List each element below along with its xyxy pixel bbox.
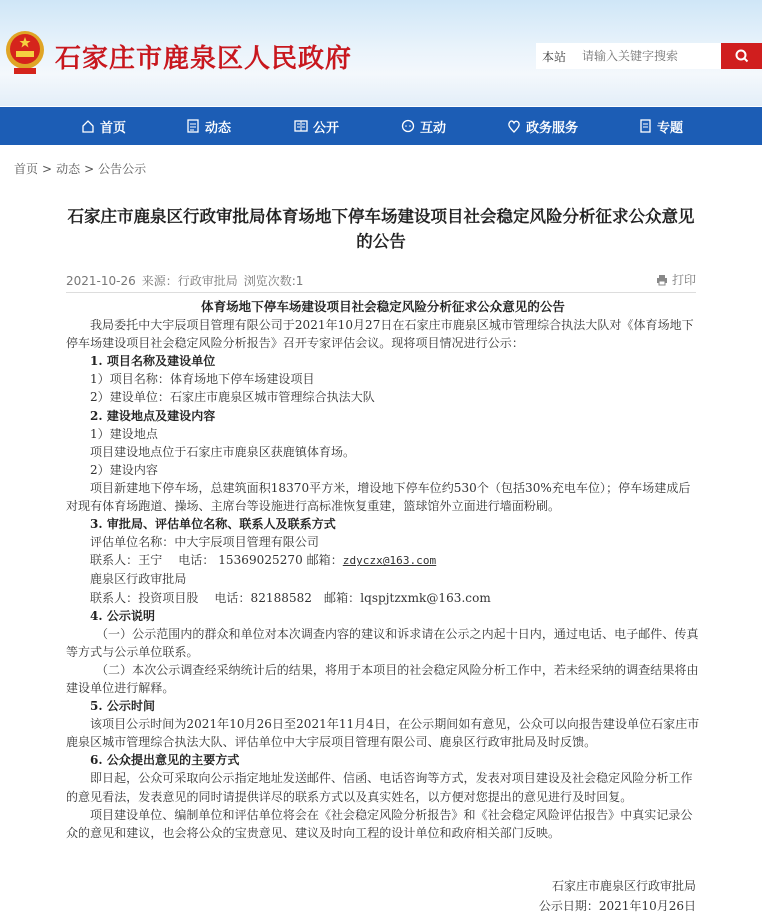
article-heading: 体育场地下停车场建设项目社会稳定风险分析征求公众意见的公告 xyxy=(201,299,565,314)
nav-item-news[interactable] xyxy=(186,107,231,145)
search-bar xyxy=(536,43,762,69)
paragraph: 项目建设地点位于石家庄市鹿泉区获鹿镇体育场。 xyxy=(90,444,356,459)
paragraph xyxy=(66,551,700,570)
document-icon xyxy=(186,119,200,133)
paragraph: 项目新建地下停车场，总建筑面积18370平方米，增设地下停车位约530个（包括30%充电车位）；停车场建成后对现有体育场跑道、操场、主席台等设施进行高标准恢复重建，篮球馆外立面进行墙面粉刷。 xyxy=(66,480,691,514)
source: 来源：行政审批局 xyxy=(141,274,238,288)
section-heading: 2. 建设地点及建设内容 xyxy=(90,408,216,423)
article-body xyxy=(66,298,700,842)
section-heading: 5. 公示时间 xyxy=(90,699,156,714)
print-button[interactable] xyxy=(656,271,696,288)
file-icon xyxy=(638,119,652,133)
paragraph: 评估单位名称：中大宇辰项目管理有限公司 xyxy=(90,535,319,550)
site-header xyxy=(0,0,762,106)
home-icon xyxy=(81,119,95,133)
book-icon xyxy=(294,119,308,133)
signature-block xyxy=(539,876,696,916)
paragraph: 该项目公示时间为2021年10月26日至2021年11月4日，在公示期间如有意见，公众可以向报告建设单位石家庄市鹿泉区城市管理综合执法大队、评估单位中大宇辰项目管理有限公司、鹿泉区行政审批局及时反馈。 xyxy=(66,717,700,750)
nav-item-services[interactable] xyxy=(507,107,578,145)
breadcrumb-home[interactable]: 首页 xyxy=(14,162,39,176)
section-heading: 6. 公众提出意见的主要方式 xyxy=(90,753,240,768)
section-heading: 1. 项目名称及建设单位 xyxy=(90,354,216,369)
print-label: 打印 xyxy=(671,273,696,287)
nav-item-interact[interactable] xyxy=(401,107,446,145)
nav-item-public[interactable] xyxy=(294,107,339,145)
paragraph: 项目建设单位、编制单位和评估单位将会在《社会稳定风险分析报告》和《社会稳定风险评估报告》中真实记录公众的意见和建议，也会将公众的宝贵意见、建议及时向工程的设计单位和政府相关部门反映。 xyxy=(66,807,693,840)
paragraph: 即日起，公众可采取向公示指定地址发送邮件、信函、电话咨询等方式，发表对项目建设及社会稳定风险分析工作的意见看法，发表意见的同时请提供详尽的联系方式以及真实姓名，以方便对您提出的意见进行及时回复。 xyxy=(66,771,693,804)
sign-date: 公示日期：2021年10月26日 xyxy=(538,899,696,913)
search-scope[interactable]: 本站 xyxy=(542,49,567,64)
contact-line: 联系人：王宁 电话： 15369025270 邮箱： xyxy=(90,553,343,568)
breadcrumb xyxy=(14,160,150,177)
paragraph: 2）建设单位：石家庄市鹿泉区城市管理综合执法大队 xyxy=(90,390,375,405)
nav-label: 公开 xyxy=(313,120,340,136)
nav-label: 互动 xyxy=(420,120,447,136)
paragraph: 我局委托中大宇辰项目管理有限公司于2021年10月27日在石家庄市鹿泉区城市管理综合执法大队对《体育场地下停车场建设项目社会稳定风险分析报告》召开专家评估会议。现将项目情况进行公示： xyxy=(66,318,694,351)
paragraph: （二）本次公示调查经采纳统计后的结果，将用于本项目的社会稳定风险分析工作中，若未经采纳的调查结果将由建设单位进行解释。 xyxy=(66,662,699,695)
breadcrumb-news[interactable]: 动态 xyxy=(56,162,81,176)
paragraph: 鹿泉区行政审批局 xyxy=(90,572,187,587)
search-button[interactable] xyxy=(721,43,762,69)
section-heading: 3. 审批局、评估单位名称、联系人及联系方式 xyxy=(90,517,336,532)
paragraph: 联系人：投资项目股 电话：82188582 邮箱：lqspjtzxmk@163.com xyxy=(90,590,491,605)
search-icon xyxy=(735,49,749,63)
search-input[interactable] xyxy=(582,49,712,63)
chat-icon xyxy=(401,119,415,133)
paragraph: 2）建设内容 xyxy=(90,462,158,477)
publish-date: 2021-10-26 xyxy=(66,274,136,288)
divider xyxy=(66,292,696,293)
breadcrumb-separator: > xyxy=(84,162,95,176)
heart-icon xyxy=(507,119,521,133)
breadcrumb-notices[interactable]: 公告公示 xyxy=(98,162,147,176)
nav-label: 政务服务 xyxy=(526,120,579,136)
nav-item-topics[interactable] xyxy=(638,107,683,145)
national-emblem-icon xyxy=(4,30,46,76)
paragraph: 1）项目名称：体育场地下停车场建设项目 xyxy=(90,372,315,387)
nav-label: 动态 xyxy=(205,120,232,136)
main-nav xyxy=(0,107,762,145)
view-count: 浏览次数:1 xyxy=(243,274,304,288)
paragraph: 1）建设地点 xyxy=(90,426,158,441)
nav-label: 首页 xyxy=(100,120,127,136)
article-meta xyxy=(66,272,309,289)
printer-icon xyxy=(656,274,668,286)
nav-item-home[interactable] xyxy=(81,107,126,145)
breadcrumb-separator: > xyxy=(42,162,53,176)
email-link[interactable]: zdyczx@163.com xyxy=(342,554,437,568)
nav-label: 专题 xyxy=(657,120,684,136)
page-title: 石家庄市鹿泉区行政审批局体育场地下停车场建设项目社会稳定风险分析征求公众意见的公告 xyxy=(67,207,695,251)
site-title[interactable]: 石家庄市鹿泉区人民政府 xyxy=(55,44,353,74)
sign-org: 石家庄市鹿泉区行政审批局 xyxy=(551,879,696,893)
section-heading: 4. 公示说明 xyxy=(90,608,156,623)
paragraph: （一）公示范围内的群众和单位对本次调查内容的建议和诉求请在公示之内起十日内，通过电话、电子邮件、传真等方式与公示单位联系。 xyxy=(66,626,699,659)
